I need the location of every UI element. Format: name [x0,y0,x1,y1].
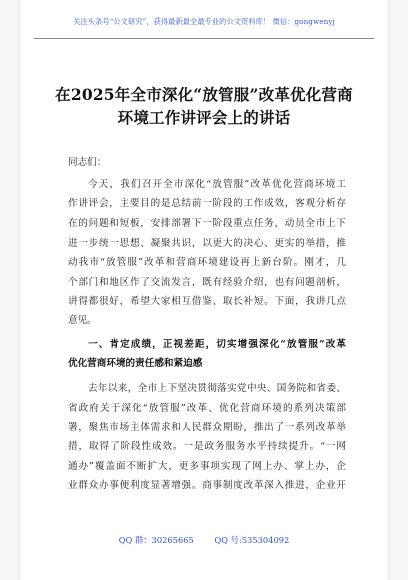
body-line: 进一步统一思想、凝聚共识，以更大的决心、更实的举措，推 [68,238,346,249]
section-heading-line-1: 一、肯定成绩，正视差距，切实增强深化“放管服”改革 [88,339,346,350]
body-line: 署，聚焦市场主体需求和人民群众期盼，推出了一系列改革举 [68,422,346,433]
body-line: 动我市“放管服”改革和营商环境建设再上新台阶。刚才，几 [68,257,346,268]
body-line: 去年以来，全市上下坚决贯彻落实党中央、国务院和省委、 [88,383,346,394]
body-line: 今天，我们召开全市深化“放管服”改革优化营商环境工 [88,179,346,190]
body-line: 在的问题和短板，安排部署下一阶段重点任务，动员全市上下 [68,218,346,229]
page-header: 关注头条号“公文研究”，获得最新最全最专业的公文资料库！ 微信：gongwenyj [73,17,335,26]
header-divider [34,38,374,39]
footer-qq-group: QQ 群：30265665 [118,535,194,545]
body-line: 措，取得了阶段性成效。一是政务服务水平持续提升。“一网 [68,441,346,452]
page-footer [20,534,388,546]
document-title-line-2: 环境工作讲评会上的讲话 [117,108,291,127]
section-heading-line-2: 优化营商环境的责任感和紧迫感 [68,358,203,369]
salutation: 同志们： [68,157,107,168]
footer-qq-number: QQ 号:535304092 [214,535,290,545]
document-title-line-1: 在2025年全市深化“放管服”改革优化营商 [55,85,353,104]
body-line: 省政府关于深化“放管服”改革、优化营商环境的系列决策部 [68,403,346,414]
body-line: 个部门和地区作了交流发言，既有经验介绍，也有问题剖析， [68,277,346,288]
body-line: 业群众办事便利度显著增强。商事制度改革深入推进，企业开 [68,480,346,491]
document-page [20,0,388,580]
body-line: 通办”覆盖面不断扩大，更多事项实现了网上办、掌上办，企 [68,461,346,472]
body-line: 意见。 [68,315,97,326]
body-line: 讲得都很好，希望大家相互借鉴、取长补短。下面，我讲几点 [68,296,346,307]
body-line: 作讲评会，主要目的是总结前一阶段的工作成效，客观分析存 [68,198,346,209]
